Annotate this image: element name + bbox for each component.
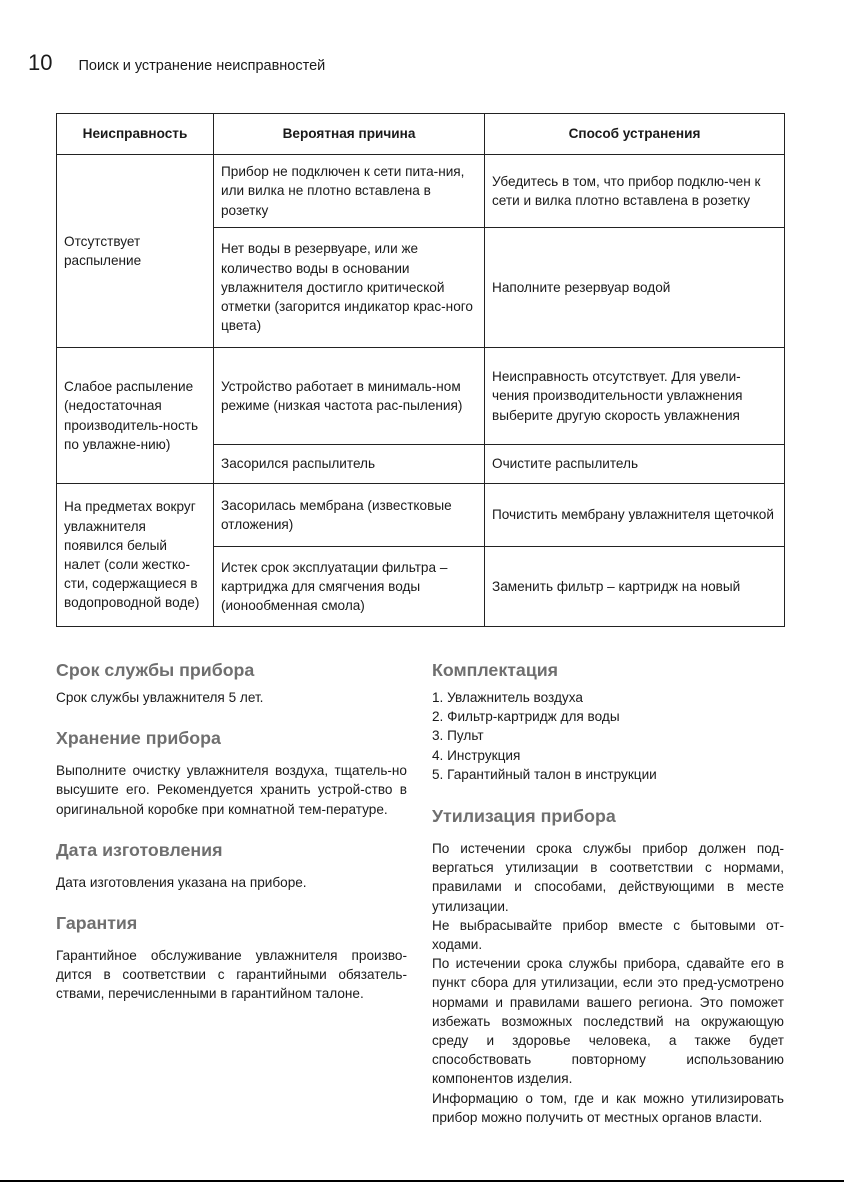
remedy-cell: Убедитесь в том, что прибор подклю-чен к сети и вилка плотно вставлена в розетку [485, 155, 785, 228]
right-column [432, 656, 784, 1127]
cause-cell: Прибор не подключен к сети пита-ния, или вилка не плотно вставлена в розетку [214, 155, 485, 228]
warranty-heading: Гарантия [56, 913, 138, 934]
kit-list [432, 688, 784, 784]
list-item: 5. Гарантийный талон в инструкции [432, 766, 657, 782]
disposal-paragraph: Не выбрасывайте прибор вместе с бытовыми от-ходами. [432, 917, 784, 953]
page-header [28, 50, 325, 78]
kit-section [432, 656, 784, 784]
manufacture-date-text: Дата изготовления указана на приборе. [56, 874, 307, 890]
table-header-row [57, 114, 785, 155]
manufacture-date-heading: Дата изготовления [56, 839, 223, 860]
list-item: 4. Инструкция [432, 747, 521, 763]
disposal-paragraph: По истечении срока службы прибора, сдавайте его в пункт сбора для утилизации, если это пред-усмотрено нормами и правилами вашего региона. Это поможет избежать возможных последствий на окружающую среду и здоровье человека, а также будет способствовать повторному использованию компонентов изделия. [432, 956, 784, 1087]
list-item: 2. Фильтр-картридж для воды [432, 709, 620, 725]
remedy-cell: Наполните резервуар водой [485, 228, 785, 348]
problem-cell: Отсутствует распыление [57, 155, 214, 348]
kit-heading: Комплектация [432, 660, 559, 680]
troubleshooting-table [56, 113, 785, 627]
manufacture-date-section [56, 836, 407, 892]
cause-cell: Засорился распылитель [214, 445, 485, 484]
list-item: 1. Увлажнитель воздуха [432, 690, 583, 705]
cause-cell: Нет воды в резервуаре, или же количество воды в основании увлажнителя достигло критической отметки (загорится индикатор крас-ного цвета) [214, 228, 485, 348]
list-item: 3. Пульт [432, 728, 484, 744]
cause-cell: Истек срок эксплуатации фильтра – картриджа для смягчения воды (ионообменная смола) [214, 547, 485, 627]
service-life-text: Срок службы увлажнителя 5 лет. [56, 690, 264, 705]
cause-cell: Устройство работает в минималь-ном режиме (низкая частота рас-пыления) [214, 348, 485, 445]
header-problem: Неисправность [57, 114, 214, 155]
warranty-text: Гарантийное обслуживание увлажнителя произво-дится в соответствии с гарантийными обязатель-ствами, перечисленными в гарантийном талоне. [56, 948, 407, 1002]
cause-cell: Засорилась мембрана (известковые отложения) [214, 484, 485, 547]
table-row [57, 155, 785, 228]
remedy-cell: Неисправность отсутствует. Для увели-чения производительности увлажнения выберите другую скорость увлажнения [485, 348, 785, 445]
left-column [56, 656, 407, 1004]
page-number: 10 [28, 50, 53, 75]
storage-section [56, 724, 407, 819]
remedy-cell: Почистить мембрану увлажнителя щеточкой [485, 484, 785, 547]
remedy-cell: Заменить фильтр – картридж на новый [485, 547, 785, 627]
service-life-heading: Срок службы прибора [56, 660, 255, 680]
disposal-section [432, 802, 784, 1127]
page-title: Поиск и устранение неисправностей [78, 58, 326, 74]
problem-cell: На предметах вокруг увлажнителя появился белый налет (соли жестко-сти, содержащиеся в водопроводной воде) [57, 484, 214, 627]
header-cause: Вероятная причина [214, 114, 485, 155]
disposal-paragraph: Информацию о том, где и как можно утилизировать прибор можно получить от местных органов власти. [432, 1090, 784, 1125]
table-row [57, 484, 785, 547]
header-remedy: Способ устранения [485, 114, 785, 155]
footer-rule [0, 1180, 844, 1182]
service-life-section [56, 656, 407, 707]
problem-cell: Слабое распыление (недостаточная производитель-ность по увлажне-нию) [57, 348, 214, 484]
storage-heading: Хранение прибора [56, 728, 221, 749]
table-row [57, 348, 785, 445]
storage-text: Выполните очистку увлажнителя воздуха, тщатель-но высушите его. Рекомендуется хранить устрой-ство в оригинальной коробке при комнатной тем-пературе. [56, 763, 407, 817]
disposal-heading: Утилизация прибора [432, 806, 616, 827]
warranty-section [56, 909, 407, 1004]
disposal-paragraph: По истечении срока службы прибор должен под-вергаться утилизации в соответствии с нормами, правилами и способами, действующими в месте утилизации. [432, 841, 784, 914]
remedy-cell: Очистите распылитель [485, 445, 785, 484]
